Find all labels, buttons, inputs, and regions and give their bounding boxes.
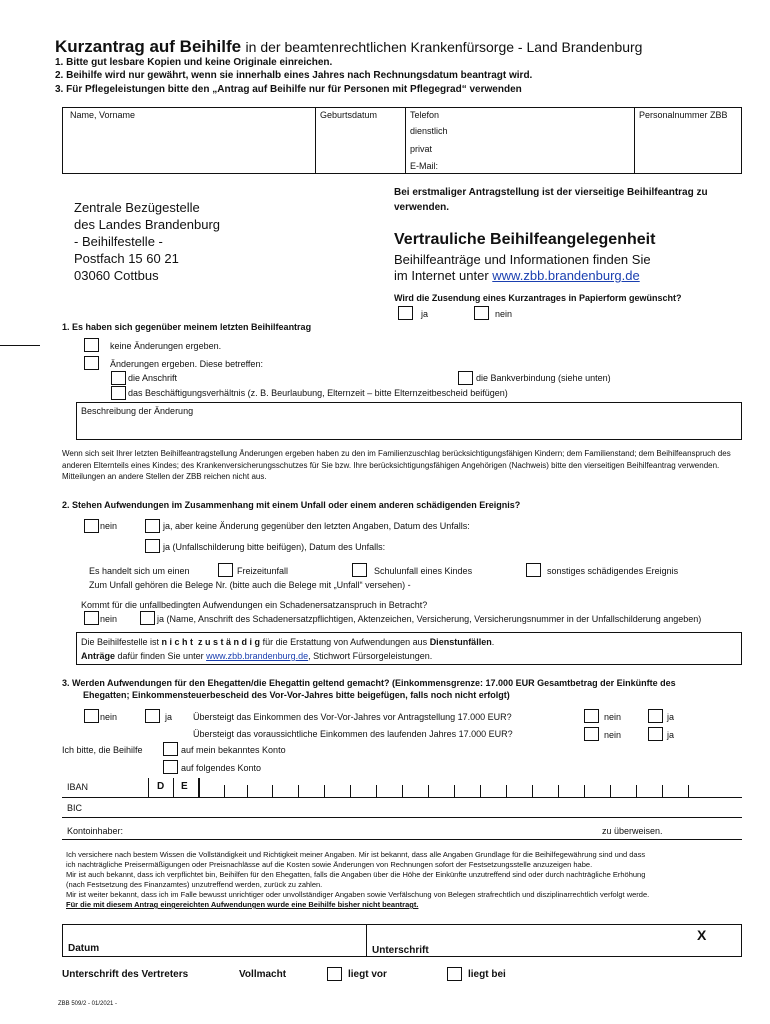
accident-yes-unchanged-label: ja, aber keine Änderung gegenüber den letzten Angaben, Datum des Unfalls:: [163, 521, 470, 531]
iban-divider: [173, 778, 174, 797]
phone-work-field[interactable]: dienstlich: [410, 126, 448, 136]
leisure-accident-label: Freizeitunfall: [237, 566, 289, 576]
declaration-line: Mir ist weiter bekannt, dass ich im Falle bewusst unrichtiger oder unvollständiger Angaben sowie Verfälschung von Belegen strafrechtlich und disziplinarrechtlich verfolgt werde.: [66, 890, 650, 899]
signature-divider: [366, 924, 367, 957]
applications-line: [81, 651, 432, 661]
date-field[interactable]: Datum: [68, 943, 100, 954]
accident-yes-describe-checkbox[interactable]: [145, 539, 160, 553]
duty-not-responsible: n i c h t z u s t ä n d i g: [161, 637, 261, 647]
power-attached-checkbox[interactable]: [447, 967, 462, 981]
section1-note: Wenn sich seit Ihrer letzten Beihilfeantragstellung Änderungen ergeben haben zu den im Familienzuschlag berücksichtigungsfähigen Kindern; dem Familienstand; dem Beihilfeanspruch des anderen Elternteils eines Kindes; des Krankenversicherungsschutzes für Sie bzw. Ihre berücksichtigungsfähigen Angehörigen (Nachweis) bitte den vierseitigen Beihilfeantrag verwenden. Mitteilungen an andere Stellen der ZBB reichen nicht aus.: [62, 449, 731, 481]
claim-yes-label: ja (Name, Anschrift des Schadenersatzpflichtigen, Aktenzeichen, Versicherung, Versicherungsnummer in der Unfallschilderung angeben): [157, 614, 702, 624]
damage-claim-question: Kommt für die unfallbedingten Aufwendungen ein Schadenersatzanspruch in Betracht?: [81, 600, 428, 610]
iban-cell-divider: [584, 785, 585, 797]
address-line: - Beihilfestelle -: [74, 234, 163, 249]
power-present-checkbox[interactable]: [327, 967, 342, 981]
personnel-number-field[interactable]: Personalnummer ZBB: [639, 110, 728, 120]
applications-text: dafür finden Sie unter: [115, 651, 207, 661]
declaration-line: Ich versichere nach bestem Wissen die Vollständigkeit und Richtigkeit meiner Angaben. Mir ist bekannt, dass alle Angaben Grundlage für die Beihilfegewährung sind und dass: [66, 850, 646, 859]
account-holder-label: Kontoinhaber:: [67, 826, 124, 836]
iban-cell-divider: [272, 785, 273, 797]
no-changes-checkbox[interactable]: [84, 338, 99, 352]
iban-cell-divider: [428, 785, 429, 797]
declaration: [66, 850, 742, 910]
declaration-line: Mir ist auch bekannt, dass ich verpflichtet bin, Beihilfen für den Ehegatten, falls die Angaben über die Höhe der Einkünfte unzutreffend sind oder durch nachträgliche Erhöhung: [66, 870, 646, 879]
iban-cell-divider: [350, 785, 351, 797]
known-account-checkbox[interactable]: [163, 742, 178, 756]
birthdate-field[interactable]: Geburtsdatum: [320, 110, 378, 120]
address-line: Postfach 15 60 21: [74, 251, 179, 266]
income1-yes-checkbox[interactable]: [648, 709, 663, 723]
title-rest: in der beamtenrechtlichen Krankenfürsorge - Land Brandenburg: [245, 39, 643, 55]
iban-cell-divider: [298, 785, 299, 797]
other-event-label: sonstiges schädigendes Ereignis: [547, 566, 679, 576]
name-field[interactable]: Name, Vorname: [70, 110, 136, 120]
confidential-heading: Vertrauliche Beihilfeangelegenheit: [394, 231, 656, 248]
phone-label: Telefon: [410, 110, 440, 120]
info-line: Beihilfeanträge und Informationen finden Sie: [394, 252, 651, 267]
school-accident-checkbox[interactable]: [352, 563, 367, 577]
form-code: ZBB 509/2 - 01/2021 -: [58, 1001, 118, 1007]
info-prefix: im Internet unter: [394, 268, 489, 283]
transfer-label: zu überweisen.: [602, 826, 663, 836]
accident-no-label: nein: [100, 521, 118, 531]
iban-cell-divider: [532, 785, 533, 797]
iban-cell-divider: [636, 785, 637, 797]
changes-checkbox[interactable]: [84, 356, 99, 370]
spouse-yes-checkbox[interactable]: [145, 709, 160, 723]
first-application-notice: Bei erstmaliger Antragstellung ist der vierseitige Beihilfeantrag zu verwenden.: [394, 187, 708, 213]
income1-yes-label: ja: [667, 712, 675, 722]
changes-label: Änderungen ergeben. Diese betreffen:: [110, 359, 263, 369]
income1-no-label: nein: [604, 712, 622, 722]
receipts-label: Zum Unfall gehören die Belege Nr. (bitte auch die Belege mit „Unfall“ versehen) -: [89, 580, 411, 590]
section2-heading: 2. Stehen Aufwendungen im Zusammenhang mit einem Unfall oder einem anderen schädigenden Ereignis?: [62, 500, 521, 510]
bank-change-checkbox[interactable]: [458, 371, 473, 385]
iban-cell-divider: [376, 785, 377, 797]
iban-cell-divider: [454, 785, 455, 797]
page-title: [55, 37, 642, 57]
employment-change-label: das Beschäftigungsverhältnis (z. B. Beurlaubung, Elternzeit – bitte Elternzeitbescheid beifügen): [128, 388, 508, 398]
paper-yes-label: ja: [421, 309, 429, 319]
address-line: des Landes Brandenburg: [74, 217, 221, 232]
rule-3: 3. Für Pflegeleistungen bitte den „Antrag auf Beihilfe nur für Personen mit Pflegegrad“ verwenden: [55, 84, 522, 95]
iban-cell-divider: [688, 785, 689, 797]
email-field[interactable]: E-Mail:: [410, 161, 439, 171]
bic-line: [62, 817, 742, 818]
claim-no-checkbox[interactable]: [84, 611, 99, 625]
declaration-final: Für die mit diesem Antrag eingereichten Aufwendungen wurde eine Beihilfe bisher nicht beantragt.: [66, 900, 419, 909]
table-divider: [315, 107, 316, 174]
income1-no-checkbox[interactable]: [584, 709, 599, 723]
power-present-label: liegt vor: [348, 969, 387, 980]
paper-yes-checkbox[interactable]: [398, 306, 413, 320]
iban-divider: [148, 778, 149, 797]
payment-label: Ich bitte, die Beihilfe: [62, 745, 143, 755]
iban-cell-divider: [610, 785, 611, 797]
duty-accidents: Dienstunfällen: [429, 637, 492, 647]
paper-question: Wird die Zusendung eines Kurzantrages in Papierform gewünscht?: [394, 293, 682, 303]
other-event-checkbox[interactable]: [526, 563, 541, 577]
claim-yes-checkbox[interactable]: [140, 611, 155, 625]
claim-no-label: nein: [100, 614, 118, 624]
income-question-2: Übersteigt das voraussichtliche Einkommen des laufenden Jahres 17.000 EUR?: [193, 729, 513, 739]
following-account-label: auf folgendes Konto: [181, 763, 262, 773]
applications-end: , Stichwort Fürsorgeleistungen.: [308, 651, 433, 661]
fold-mark: [0, 345, 40, 346]
section3-heading-cont: Ehegatten; Einkommensteuerbescheid des Vor-Vor-Jahres bitte beigefügen, falls noch nicht erfolgt): [83, 690, 510, 700]
address-line: 03060 Cottbus: [74, 268, 159, 283]
signature-field[interactable]: Unterschrift: [372, 945, 429, 956]
address-change-checkbox[interactable]: [111, 371, 126, 385]
section3-heading: 3. Werden Aufwendungen für den Ehegatten/die Ehegattin geltend gemacht? (Einkommensgrenze: 17.000 EUR Gesamtbetrag der Einkünfte des: [62, 678, 676, 688]
spouse-yes-label: ja: [165, 712, 173, 722]
known-account-label: auf mein bekanntes Konto: [181, 745, 286, 755]
iban-cell-divider: [198, 778, 200, 797]
no-changes-label: keine Änderungen ergeben.: [110, 341, 222, 351]
iban-label: IBAN: [67, 782, 89, 792]
accident-yes-describe-label: ja (Unfallschilderung bitte beifügen), Datum des Unfalls:: [163, 542, 386, 552]
iban-cell-divider: [324, 785, 325, 797]
accident-type-label: Es handelt sich um einen: [89, 566, 190, 576]
following-account-checkbox[interactable]: [163, 760, 178, 774]
iban-cell-divider: [662, 785, 663, 797]
declaration-line: ich nachträgliche Preisermäßigungen oder Preisnachlässe auf die Kosten sowie Änderungen von Rechnungen sofort der Festsetzungsstelle anzuzeigen habe.: [66, 860, 593, 869]
applications-bold: Anträge: [81, 651, 116, 661]
applications-link[interactable]: www.zbb.brandenburg.de: [206, 651, 309, 661]
school-accident-label: Schulunfall eines Kindes: [374, 566, 473, 576]
phone-private-field[interactable]: privat: [410, 144, 433, 154]
paper-no-checkbox[interactable]: [474, 306, 489, 320]
income2-yes-checkbox[interactable]: [648, 727, 663, 741]
rule-1: 1. Bitte gut lesbare Kopien und keine Originale einreichen.: [55, 57, 333, 68]
iban-cell-divider: [558, 785, 559, 797]
income-question-1: Übersteigt das Einkommen des Vor-Vor-Jahres vor Antragstellung 17.000 EUR?: [193, 712, 512, 722]
declaration-line: (nach Festsetzung des Finanzamtes) unzutreffend werden, zurück zu zahlen.: [66, 880, 323, 889]
iban-cell-divider: [402, 785, 403, 797]
section1-heading: 1. Es haben sich gegenüber meinem letzten Beihilfeantrag: [62, 322, 312, 332]
iban-prefix-d: D: [157, 781, 165, 792]
title-bold: Kurzantrag auf Beihilfe: [55, 37, 242, 56]
duty-text: .: [491, 637, 495, 647]
representative-signature-label: Unterschrift des Vertreters: [62, 969, 189, 980]
website-link[interactable]: www.zbb.brandenburg.de: [492, 268, 640, 283]
iban-line: [62, 797, 742, 798]
info-line-2: [394, 268, 640, 283]
address-line: Zentrale Bezügestelle: [74, 200, 200, 215]
paper-no-label: nein: [495, 309, 513, 319]
power-attached-label: liegt bei: [468, 969, 506, 980]
duty-text: Die Beihilfestelle ist: [81, 637, 162, 647]
signature-x-mark: X: [697, 927, 707, 943]
bank-change-label: die Bankverbindung (siehe unten): [476, 373, 611, 383]
power-of-attorney-label: Vollmacht: [239, 969, 287, 980]
iban-cell-divider: [224, 785, 225, 797]
recipient-address: [74, 199, 220, 284]
iban-cell-divider: [480, 785, 481, 797]
income2-yes-label: ja: [667, 730, 675, 740]
accident-yes-unchanged-checkbox[interactable]: [145, 519, 160, 533]
spouse-no-label: nein: [100, 712, 118, 722]
spouse-no-checkbox[interactable]: [84, 709, 99, 723]
leisure-accident-checkbox[interactable]: [218, 563, 233, 577]
table-divider: [634, 107, 635, 174]
change-description-label: Beschreibung der Änderung: [81, 406, 194, 416]
iban-cell-divider: [247, 785, 248, 797]
holder-line: [62, 839, 742, 840]
rule-2: 2. Beihilfe wird nur gewährt, wenn sie innerhalb eines Jahres nach Rechnungsdatum beantragt wird.: [55, 70, 533, 81]
iban-prefix-e: E: [181, 781, 188, 792]
table-divider: [405, 107, 406, 174]
income2-no-checkbox[interactable]: [584, 727, 599, 741]
accident-no-checkbox[interactable]: [84, 519, 99, 533]
address-change-label: die Anschrift: [128, 373, 178, 383]
duty-text: für die Erstattung von Aufwendungen aus: [260, 637, 430, 647]
employment-change-checkbox[interactable]: [111, 386, 126, 400]
duty-line: [81, 637, 494, 647]
income2-no-label: nein: [604, 730, 622, 740]
bic-label: BIC: [67, 803, 83, 813]
iban-cell-divider: [506, 785, 507, 797]
